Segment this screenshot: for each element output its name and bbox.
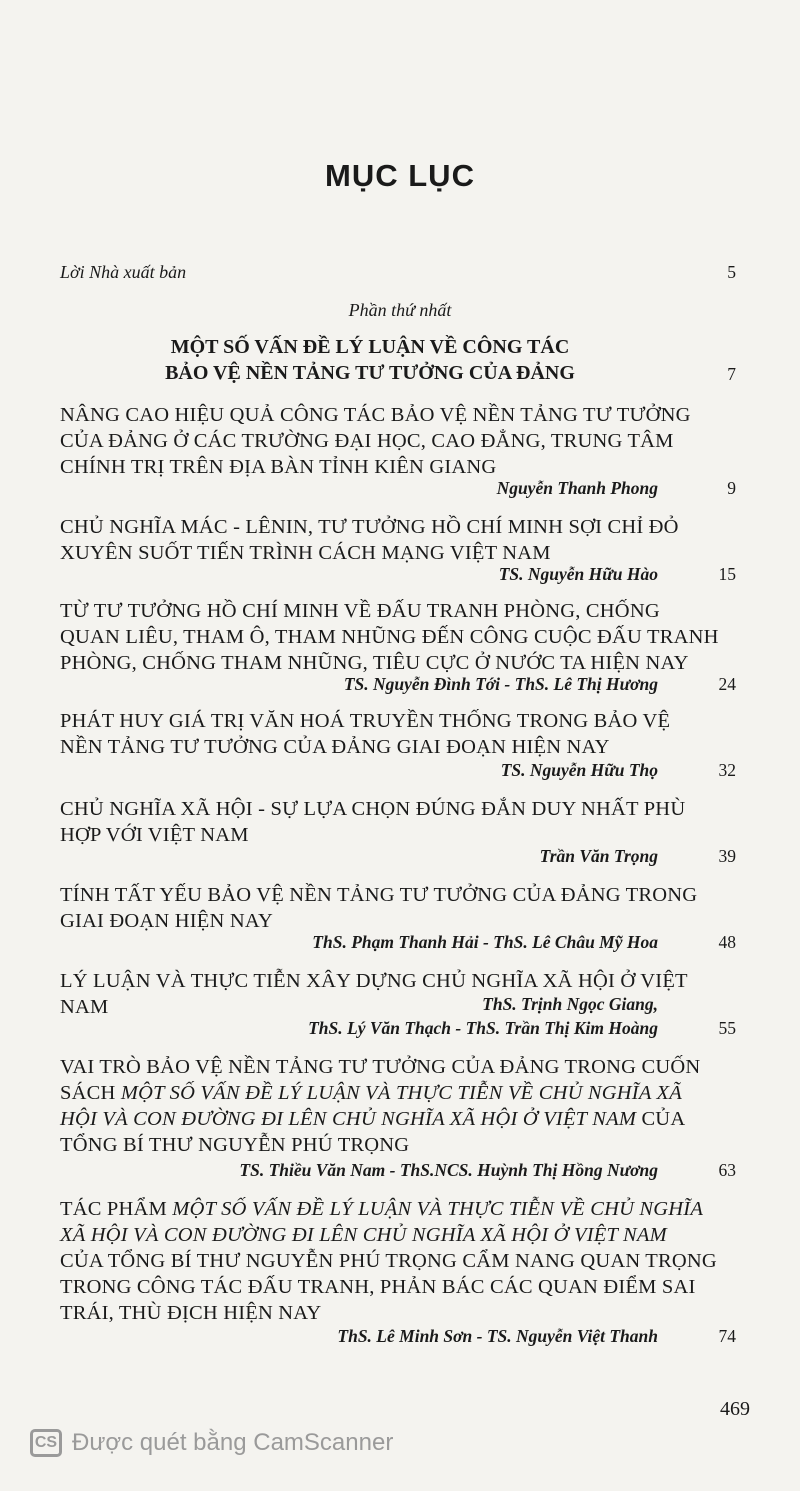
- entry-title: LÝ LUẬN VÀ THỰC TIỄN XÂY DỰNG CHỦ NGHĨA XÃ HỘI Ở VIỆT NAM: [60, 970, 688, 1018]
- camscanner-watermark: [30, 1428, 393, 1458]
- entry-title: PHÁT HUY GIÁ TRỊ VĂN HOÁ TRUYỀN THỐNG TRONG BẢO VỆ NỀN TẢNG TƯ TƯỞNG CỦA ĐẢNG GIAI ĐOẠN HIỆN NAY: [60, 710, 671, 758]
- entry-title: CHỦ NGHĨA XÃ HỘI - SỰ LỰA CHỌN ĐÚNG ĐẮN DUY NHẤT PHÙ HỢP VỚI VIỆT NAM: [60, 798, 686, 846]
- watermark-text: Được quét bằng CamScanner: [72, 1429, 394, 1456]
- part-label: Phần thứ nhất: [348, 300, 452, 320]
- entry-author: TS. Thiều Văn Nam - ThS.NCS. Huỳnh Thị Hồng Nương: [239, 1160, 658, 1180]
- entry-author: TS. Nguyễn Hữu Thọ: [500, 760, 658, 780]
- page-number: 469: [720, 1398, 750, 1420]
- entry-author: TS. Nguyễn Đình Tới - ThS. Lê Thị Hương: [343, 674, 658, 694]
- entry-title: TỪ TƯ TƯỞNG HỒ CHÍ MINH VỀ ĐẤU TRANH PHÒNG, CHỐNG QUAN LIÊU, THAM Ô, THAM NHŨNG ĐẾN CÔNG CUỘC ĐẤU TRANH PHÒNG, CHỐNG THAM NHŨNG, TIÊU CỰC Ở NƯỚC TA HIỆN NAY: [60, 600, 719, 674]
- entry-page: 24: [718, 674, 736, 694]
- entry-page: 32: [718, 760, 736, 780]
- entry-title: NÂNG CAO HIỆU QUẢ CÔNG TÁC BẢO VỆ NỀN TẢNG TƯ TƯỞNG CỦA ĐẢNG Ở CÁC TRƯỜNG ĐẠI HỌC, CAO ĐẲNG, TRUNG TÂM CHÍNH TRỊ TRÊN ĐỊA BÀN TỈNH KIÊN GIANG: [60, 404, 691, 478]
- entry-author: Nguyễn Thanh Phong: [496, 478, 658, 498]
- camscanner-logo-icon: CS: [30, 1429, 62, 1457]
- entry-author: TS. Nguyễn Hữu Hào: [498, 564, 658, 584]
- entry-page: 63: [718, 1160, 736, 1180]
- entry-author: ThS. Lê Minh Sơn - TS. Nguyễn Việt Thanh: [337, 1326, 658, 1346]
- page-title: MỤC LỤC: [325, 158, 475, 193]
- part-heading-line1: MỘT SỐ VẤN ĐỀ LÝ LUẬN VỀ CÔNG TÁC: [170, 336, 570, 358]
- part-page: 7: [727, 364, 736, 384]
- entry-page: 15: [718, 564, 736, 584]
- entry-page: 55: [718, 1018, 736, 1038]
- entry-title: CHỦ NGHĨA MÁC - LÊNIN, TƯ TƯỞNG HỒ CHÍ MINH SỢI CHỈ ĐỎ XUYÊN SUỐT TIẾN TRÌNH CÁCH MẠNG VIỆT NAM: [60, 516, 679, 564]
- entry-author: Trần Văn Trọng: [539, 846, 658, 866]
- entry-page: 39: [718, 846, 736, 866]
- intro-label: Lời Nhà xuất bản: [60, 262, 187, 282]
- entry-page: 74: [718, 1326, 736, 1346]
- entry-author: ThS. Trịnh Ngọc Giang,: [482, 994, 658, 1014]
- entry-page: 48: [718, 932, 736, 952]
- entry-author: ThS. Phạm Thanh Hải - ThS. Lê Châu Mỹ Hoa: [312, 932, 658, 952]
- entry-title: VAI TRÒ BẢO VỆ NỀN TẢNG TƯ TƯỞNG CỦA ĐẢNG TRONG CUỐN SÁCH MỘT SỐ VẤN ĐỀ LÝ LUẬN VÀ THỰC TIỄN VỀ CHỦ NGHĨA XÃ HỘI VÀ CON ĐƯỜNG ĐI LÊN CHỦ NGHĨA XÃ HỘI Ở VIỆT NAM CỦA TỔNG BÍ THƯ NGUYỄN PHÚ TRỌNG: [60, 1056, 701, 1156]
- entry-page: 9: [727, 478, 736, 498]
- entry-title: TÍNH TẤT YẾU BẢO VỆ NỀN TẢNG TƯ TƯỞNG CỦA ĐẢNG TRONG GIAI ĐOẠN HIỆN NAY: [60, 884, 698, 932]
- entry-title: TÁC PHẨM MỘT SỐ VẤN ĐỀ LÝ LUẬN VÀ THỰC TIỄN VỀ CHỦ NGHĨA XÃ HỘI VÀ CON ĐƯỜNG ĐI LÊN CHỦ NGHĨA XÃ HỘI Ở VIỆT NAM CỦA TỔNG BÍ THƯ NGUYỄN PHÚ TRỌNG CẨM NANG QUAN TRỌNG TRONG CÔNG TÁC ĐẤU TRANH, PHẢN BÁC CÁC QUAN ĐIỂM SAI TRÁI, THÙ ĐỊCH HIỆN NAY: [60, 1198, 717, 1324]
- intro-page: 5: [727, 262, 736, 282]
- part-heading-line2: BẢO VỆ NỀN TẢNG TƯ TƯỞNG CỦA ĐẢNG: [165, 362, 575, 384]
- entry-author-2: ThS. Lý Văn Thạch - ThS. Trần Thị Kim Hoàng: [308, 1018, 658, 1038]
